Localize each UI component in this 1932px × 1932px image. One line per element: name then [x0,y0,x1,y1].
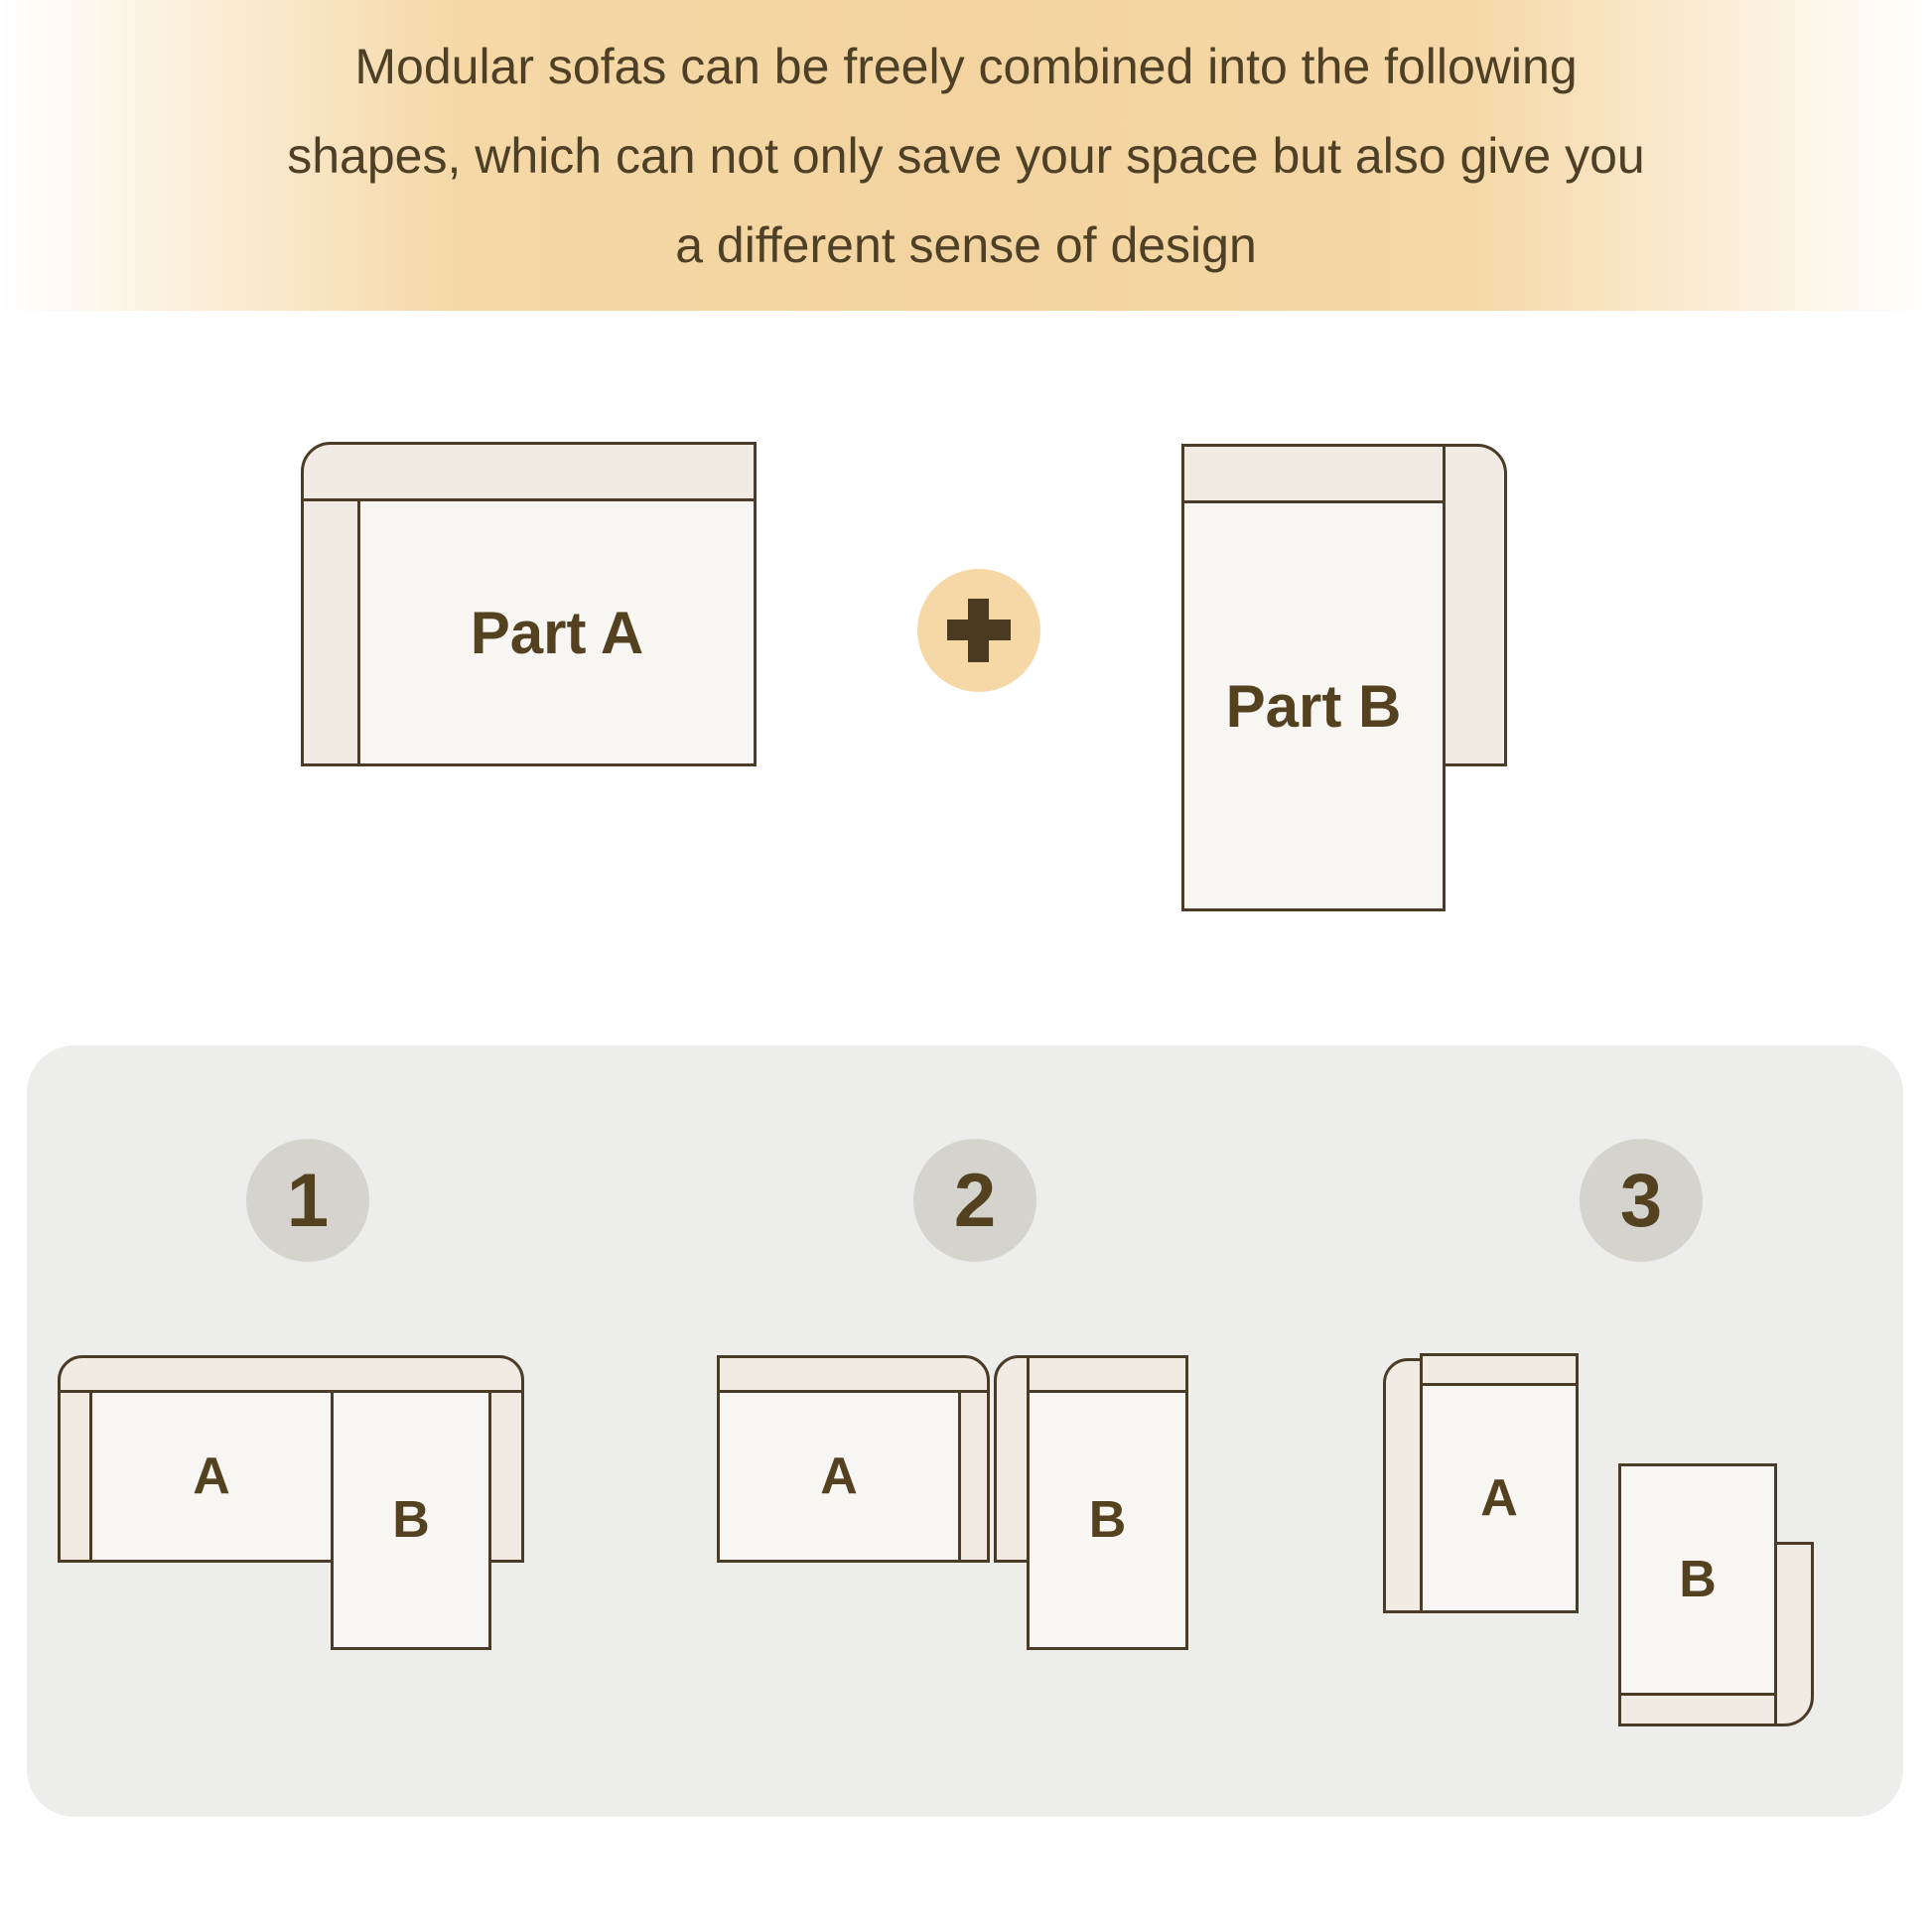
combo-3-armrest-a [1383,1358,1423,1613]
combo-2-seat-a [717,1390,961,1563]
combination-1-number-badge [246,1139,369,1262]
part-b-seat [1181,500,1446,911]
combo-2-seat-b [1027,1390,1188,1650]
combo-2-label-a: A [820,1448,858,1505]
combo-3-label-b: B [1679,1551,1717,1608]
part-a-armrest [301,498,360,766]
combo-1-left-armrest [58,1390,92,1563]
combination-1-number: 1 [286,1158,330,1243]
combo-2-armrest-a [958,1390,990,1563]
combo-3-seat-a [1420,1383,1579,1613]
header-banner [0,0,1932,311]
combo-2-backrest-b [1027,1355,1188,1393]
plus-icon [917,569,1040,692]
combination-3-number-badge [1580,1139,1703,1262]
combo-3-armrest-b [1774,1542,1814,1726]
combo-3-backrest-a [1420,1353,1579,1386]
combo-1-label-a: A [193,1448,230,1505]
part-b-label: Part B [1225,672,1402,740]
part-b-armrest [1443,444,1507,766]
combination-2-number: 2 [953,1158,997,1243]
header-title-line-1: Modular sofas can be freely combined into the following [354,38,1578,94]
combo-2-backrest-a [717,1355,990,1393]
header-title-line-2: shapes, which can not only save your space but also give you [287,127,1645,184]
combination-3-number: 3 [1619,1158,1663,1243]
combo-3-seat-b [1618,1463,1777,1696]
header-title-line-3: a different sense of design [675,216,1257,273]
combination-2-number-badge [913,1139,1036,1262]
combo-2-label-b: B [1088,1491,1127,1549]
combo-1-right-armrest [488,1390,524,1563]
part-a-label: Part A [470,599,644,666]
part-a-seat [357,498,757,766]
combo-3-backrest-b [1618,1693,1777,1726]
combo-1-backrest [58,1355,524,1393]
combo-2-armrest-b [994,1355,1030,1563]
combo-1-seat-b [331,1390,491,1650]
combo-1-seat-a [89,1390,334,1563]
combo-3-label-a: A [1480,1469,1518,1527]
plus-icon-bar-vertical [968,599,989,662]
combo-1-label-b: B [392,1491,430,1549]
part-a-backrest [301,442,757,501]
part-b-backrest [1181,444,1446,503]
